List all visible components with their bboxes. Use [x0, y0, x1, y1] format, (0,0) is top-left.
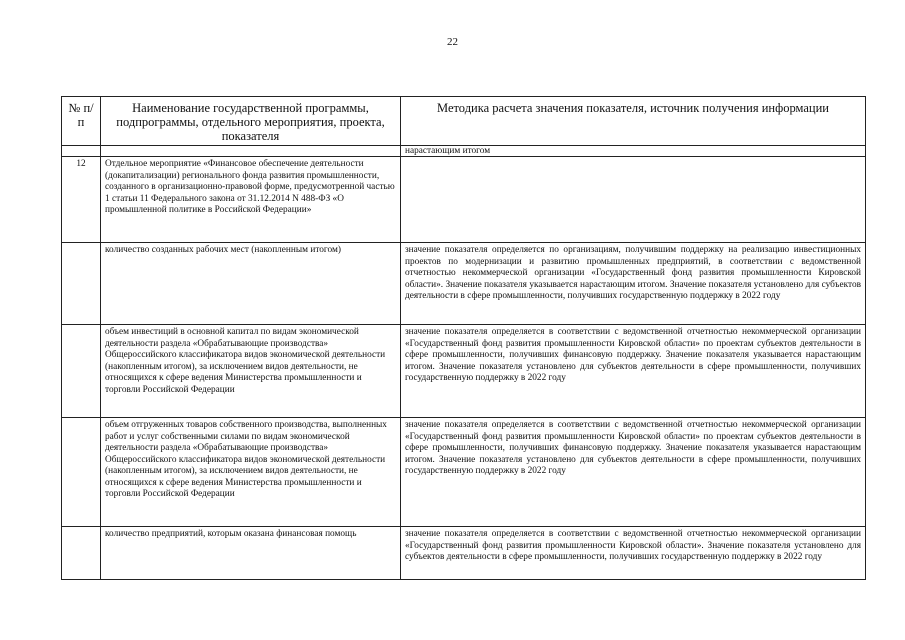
cell-name: объем инвестиций в основной капитал по видам экономической деятельности раздела «Обрабатывающие производства» Общероссийского классификатора видов экономической деятельности (накопленным итогом), за исключением видов деятельности, не относящихся к сфере ведения Министерства промышленности и торговли Российской Федерации	[101, 325, 401, 418]
continuation-row	[62, 146, 866, 157]
cell-name: объем отгруженных товаров собственного производства, выполненных работ и услуг собственными силами по видам экономической деятельности раздела «Обрабатывающие производства» Общероссийского классификатора видов экономической деятельности (накопленным итогом), за исключением видов деятельности, не относящихся к сфере ведения Министерства промышленности и торговли Российской Федерации	[101, 418, 401, 527]
table-header-row	[62, 97, 866, 146]
table-row	[62, 527, 866, 580]
cell-method: значение показателя определяется по организациям, получившим поддержку на реализацию инвестиционных проектов по модернизации и развитию промышленных предприятий, в соответствии с ведомственной отчетностью некоммерческой организации «Государственный фонд развития промышленности Кировской области». Значение показателя указывается нарастающим итогом. Значение показателя установлено для субъектов деятельности в сфере промышленности, получивших государственную поддержку в 2022 году	[401, 243, 866, 325]
header-method: Методика расчета значения показателя, источник получения информации	[401, 97, 866, 146]
table-row	[62, 157, 866, 243]
cell-number	[62, 527, 101, 580]
table-row	[62, 325, 866, 418]
cell-number	[62, 325, 101, 418]
cell-name: количество предприятий, которым оказана финансовая помощь	[101, 527, 401, 580]
cell-number	[62, 243, 101, 325]
table-row	[62, 418, 866, 527]
header-number: № п/п	[62, 97, 101, 146]
continuation-text: нарастающим итогом	[401, 146, 866, 157]
page-number: 22	[447, 36, 458, 48]
cell-name: Отдельное мероприятие «Финансовое обеспечение деятельности (докапитализации) регионального фонда развития промышленности, созданного в организационно-правовой форме, предусмотренной частью 1 статьи 11 Федерального закона от 31.12.2014 N 488-ФЗ «О промышленной политике в Российской Федерации»	[101, 157, 401, 243]
cell-method: значение показателя определяется в соответствии с ведомственной отчетностью некоммерческой организации «Государственный фонд развития промышленности Кировской области». Значение показателя установлено для субъектов деятельности в сфере промышленности, получивших государственную поддержку в 2022 году	[401, 527, 866, 580]
cell-method	[401, 157, 866, 243]
cell-name: количество созданных рабочих мест (накопленным итогом)	[101, 243, 401, 325]
header-name: Наименование государственной программы, подпрограммы, отдельного мероприятия, проекта, показателя	[101, 97, 401, 146]
program-indicators-table	[61, 96, 866, 580]
cell-number	[62, 146, 101, 157]
table-row	[62, 243, 866, 325]
cell-number	[62, 418, 101, 527]
cell-method: значение показателя определяется в соответствии с ведомственной отчетностью некоммерческой организации «Государственный фонд развития промышленности Кировской области» по проектам субъектов деятельности в сфере промышленности, получивших финансовую поддержку. Значение показателя указывается нарастающим итогом. Значение показателя установлено для субъектов деятельности в сфере промышленности, получивших государственную поддержку в 2022 году	[401, 325, 866, 418]
cell-method: значение показателя определяется в соответствии с ведомственной отчетностью некоммерческой организации «Государственный фонд развития промышленности Кировской области» по проектам субъектов деятельности в сфере промышленности, получивших финансовую поддержку. Значение показателя указывается нарастающим итогом. Значение показателя установлено для субъектов деятельности в сфере промышленности, получивших государственную поддержку в 2022 году	[401, 418, 866, 527]
cell-number: 12	[62, 157, 101, 243]
cell-name	[101, 146, 401, 157]
